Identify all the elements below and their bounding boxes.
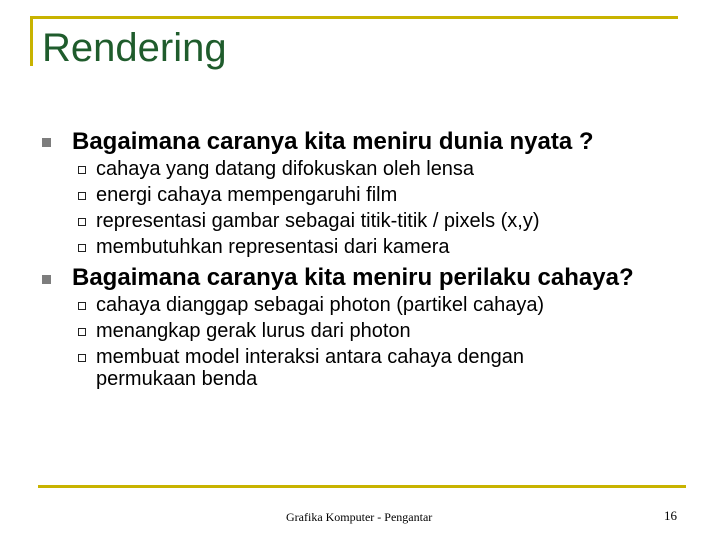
square-bullet-icon	[42, 138, 51, 147]
checkbox-bullet-icon	[78, 354, 86, 362]
section-heading: Bagaimana caranya kita meniru dunia nyata ?	[72, 128, 594, 155]
frame-top-line	[30, 16, 678, 19]
list-item: energi cahaya mempengaruhi film	[96, 184, 398, 206]
frame-left-line	[30, 16, 33, 66]
checkbox-bullet-icon	[78, 302, 86, 310]
list-item: membuat model interaksi antara cahaya dengan permukaan benda	[96, 346, 525, 390]
list-item: cahaya yang datang difokuskan oleh lensa	[96, 158, 475, 180]
footer-line	[38, 485, 686, 488]
list-item: cahaya dianggap sebagai photon (partikel cahaya)	[96, 294, 545, 316]
page-number: 16	[664, 508, 677, 523]
square-bullet-icon	[42, 275, 51, 284]
slide-title: Rendering	[42, 26, 227, 70]
checkbox-bullet-icon	[78, 244, 86, 252]
checkbox-bullet-icon	[78, 218, 86, 226]
footer-text: Grafika Komputer - Pengantar	[286, 510, 433, 524]
section-heading: Bagaimana caranya kita meniru perilaku cahaya?	[72, 264, 634, 291]
checkbox-bullet-icon	[78, 192, 86, 200]
list-item: representasi gambar sebagai titik-titik / pixels (x,y)	[96, 210, 540, 232]
checkbox-bullet-icon	[78, 328, 86, 336]
list-item: membutuhkan representasi dari kamera	[96, 236, 450, 258]
checkbox-bullet-icon	[78, 166, 86, 174]
list-item: menangkap gerak lurus dari photon	[96, 320, 411, 342]
